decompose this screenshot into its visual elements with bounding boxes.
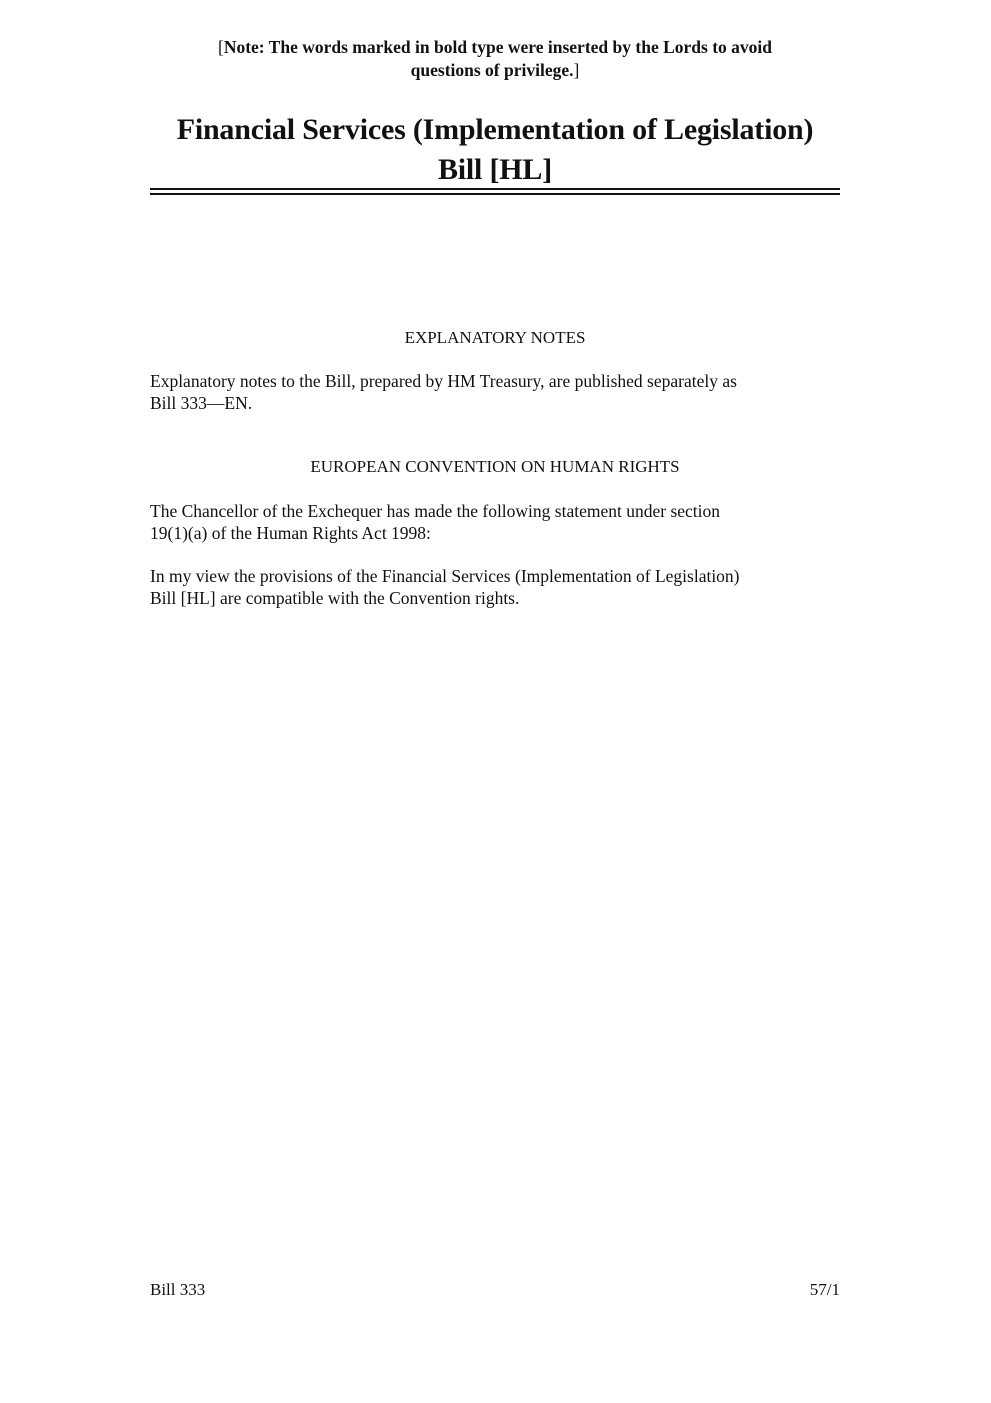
- text-line: Bill 333—EN.: [150, 392, 253, 413]
- note-line-1: Note: The words marked in bold type were inserted by the Lords to avoid: [223, 37, 772, 57]
- note-close-bracket: ]: [573, 60, 580, 80]
- text-line: 19(1)(a) of the Human Rights Act 1998:: [150, 522, 431, 543]
- privilege-note: [150, 36, 840, 82]
- footer-page-ref: 57/1: [809, 1280, 840, 1299]
- footer-bill-number: Bill 333: [150, 1280, 206, 1299]
- explanatory-notes-heading: EXPLANATORY NOTES: [404, 328, 586, 347]
- explanatory-notes-text: [150, 371, 850, 414]
- note-line-2: questions of privilege.: [410, 60, 574, 80]
- text-line: Explanatory notes to the Bill, prepared by HM Treasury, are published separately as: [150, 371, 737, 391]
- text-line: The Chancellor of the Exchequer has made the following statement under section: [150, 501, 721, 521]
- title-line-2: Bill [HL]: [437, 153, 553, 186]
- bill-title: [150, 110, 840, 190]
- echr-statement: [150, 501, 850, 544]
- echr-view: [150, 566, 850, 609]
- title-rule-thin: [150, 194, 840, 195]
- text-line: In my view the provisions of the Financial Services (Implementation of Legislation): [150, 566, 740, 586]
- text-line: Bill [HL] are compatible with the Convention rights.: [150, 587, 520, 608]
- echr-heading: EUROPEAN CONVENTION ON HUMAN RIGHTS: [310, 457, 680, 476]
- title-line-1: Financial Services (Implementation of Legislation): [176, 113, 814, 146]
- note-open-bracket: [: [217, 37, 224, 57]
